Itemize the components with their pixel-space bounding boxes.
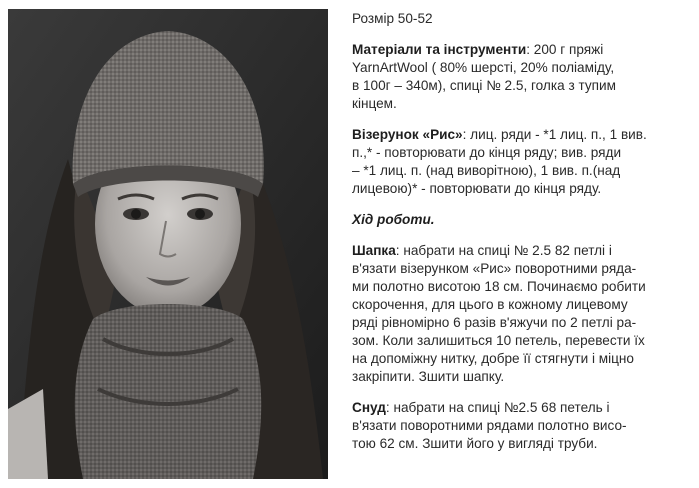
hat-paragraph <box>352 242 692 386</box>
materials-line: в 100г – 340м), спиці № 2.5, голка з тупим <box>352 78 616 93</box>
hat-label: Шапка <box>352 243 396 258</box>
hat-line: скорочення, для цього в кожному лицевому <box>352 297 628 312</box>
materials-paragraph <box>352 41 692 113</box>
materials-first-line: Матеріали та інструменти: 200 г пряжі <box>352 42 604 57</box>
snood-line: тою 62 см. Зшити його у вигляді труби. <box>352 436 598 451</box>
hat-line: в'язати візерунком «Рис» поворотними ряда- <box>352 261 637 276</box>
pattern-instructions <box>352 10 692 453</box>
pattern-label: Візерунок «Рис» <box>352 127 463 142</box>
pattern-first-line: Візерунок «Рис»: лиц. ряди - *1 лиц. п., 1 вив. <box>352 127 647 142</box>
snood-line: в'язати поворотними рядами полотно висо- <box>352 418 627 433</box>
size-line: Розмір 50-52 <box>352 11 433 26</box>
pattern-line: лицевою)* - повторювати до кінця ряду. <box>352 181 602 196</box>
snood-label: Снуд <box>352 400 386 415</box>
materials-label: Матеріали та інструменти <box>352 42 527 57</box>
pattern-line: п.,* - повторювати до кінця ряду; вив. ряди <box>352 145 622 160</box>
hat-first-line: Шапка: набрати на спиці № 2.5 82 петлі і <box>352 243 612 258</box>
materials-line: YarnArtWool ( 80% шерсті, 20% поліаміду, <box>352 60 615 75</box>
materials-line: кінцем. <box>352 96 397 111</box>
hat-line: на допоміжну нитку, добре її стягнути і міцно <box>352 351 634 366</box>
knitted-hat-photo-illustration <box>8 9 328 479</box>
hat-line: зом. Коли залишиться 10 петель, перевести їх <box>352 333 645 348</box>
work-heading: Хід роботи. <box>352 212 435 227</box>
hat-line: ряді рівномірно 6 разів в'яжучи по 2 петлі ра- <box>352 315 637 330</box>
hat-line: ми полотно висотою 18 см. Починаємо робити <box>352 279 646 294</box>
pattern-line: – *1 лиц. п. (над виворітною), 1 вив. п.(над <box>352 163 621 178</box>
hat-line: закріпити. Зшити шапку. <box>352 369 505 384</box>
pattern-paragraph <box>352 126 692 198</box>
snood-first-line: Снуд: набрати на спиці №2.5 68 петель і <box>352 400 610 415</box>
snood-paragraph <box>352 399 692 453</box>
model-photo <box>8 9 328 479</box>
